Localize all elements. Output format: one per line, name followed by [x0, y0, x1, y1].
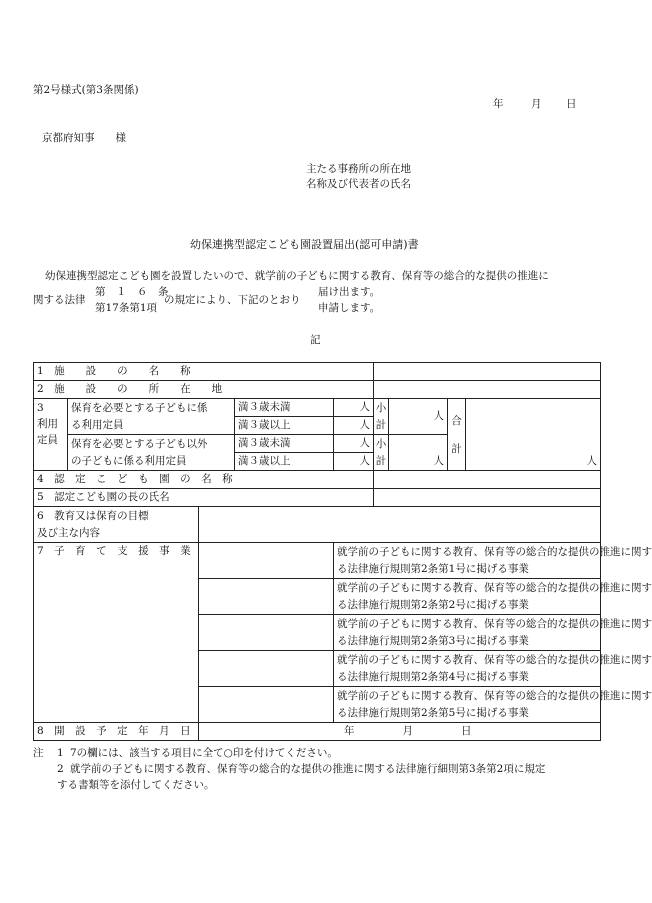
notes-label: 注 — [33, 747, 44, 759]
group-a-over3-unit[interactable]: 人 — [334, 417, 374, 435]
capacity-label-a: 利用 — [37, 418, 58, 430]
program-5-mark[interactable] — [199, 687, 334, 723]
program-2-mark[interactable] — [199, 579, 334, 615]
program-1-text: 就学前の子どもに関する教育、保育等の総合的な提供の推進に関す る法律施行規則第2条第1号に掲げる事業 — [334, 543, 601, 579]
program-3-text: 就学前の子どもに関する教育、保育等の総合的な提供の推進に関す る法律施行規則第2条第3号に掲げる事業 — [334, 615, 601, 651]
applicant-name-label: 名称及び代表者の氏名 — [306, 178, 411, 190]
group-b-subtotal-label: 小 計 — [374, 435, 389, 471]
ending-option-bottom: 申請します。 — [318, 302, 381, 314]
goals-label: 6 教育又は保育の目標 及び主な内容 — [34, 507, 199, 543]
date-month-label: 月 — [531, 98, 542, 110]
application-table — [33, 362, 652, 741]
director-name-label: 5 認定こども園の長の氏名 — [34, 489, 374, 507]
center-name-field[interactable] — [374, 471, 601, 489]
program-1-mark[interactable] — [199, 543, 334, 579]
document-title: 幼保連携型認定こども園設置届出(認可申請)書 — [190, 238, 419, 251]
applicant-address-label: 主たる事務所の所在地 — [306, 163, 411, 175]
intro-line-2-prefix: 関する法律 — [33, 294, 86, 306]
note-1-text: 7の欄には、該当する項目に全て○印を付けてください。 — [70, 747, 338, 759]
capacity-label — [34, 399, 68, 471]
total-unit[interactable]: 人 — [466, 399, 601, 471]
group-a-subtotal-unit[interactable]: 人 — [389, 399, 448, 435]
form-number: 第2号様式(第3条関係) — [33, 84, 139, 96]
facility-name-field[interactable] — [374, 363, 601, 381]
program-2-text: 就学前の子どもに関する教育、保育等の総合的な提供の推進に関す る法律施行規則第2条第2号に掲げる事業 — [334, 579, 601, 615]
capacity-number: 3 — [37, 402, 44, 414]
date-day-label: 日 — [566, 98, 577, 110]
opening-month-label: 月 — [402, 725, 413, 737]
opening-day-label: 日 — [461, 725, 472, 737]
capacity-label-b: 定員 — [37, 434, 58, 446]
group-a-subtotal-label: 小 計 — [374, 399, 389, 435]
group-b-over3-label: 満３歳以上 — [235, 453, 334, 471]
row-director-name — [34, 489, 601, 507]
program-4-mark[interactable] — [199, 651, 334, 687]
ki-heading: 記 — [310, 334, 321, 346]
program-4-text: 就学前の子どもに関する教育、保育等の総合的な提供の推進に関す る法律施行規則第2条第4号に掲げる事業 — [334, 651, 601, 687]
group-a-label: 保育を必要とする子どもに係 る利用定員 — [68, 399, 235, 435]
group-a-over3-label: 満３歳以上 — [235, 417, 334, 435]
date-year-label: 年 — [493, 98, 504, 110]
program-5-text: 就学前の子どもに関する教育、保育等の総合的な提供の推進に関す る法律施行規則第2条第5号に掲げる事業 — [334, 687, 601, 723]
group-b-over3-unit[interactable]: 人 — [334, 453, 374, 471]
note-2-line-1: 就学前の子どもに関する教育、保育等の総合的な提供の推進に関する法律施行細則第3条第2項に規定 — [70, 763, 546, 775]
article-option-top: 第 １ ６ 条 — [95, 286, 169, 298]
facility-address-label: 2 施 設 の 所 在 地 — [34, 381, 374, 399]
group-a-under3-label: 満３歳未満 — [235, 399, 334, 417]
group-b-subtotal-unit[interactable]: 人 — [389, 435, 448, 471]
row-facility-address — [34, 381, 601, 399]
group-b-label: 保育を必要とする子ども以外 の子どもに係る利用定員 — [68, 435, 235, 471]
group-b-under3-unit[interactable]: 人 — [334, 435, 374, 453]
group-b-under3-label: 満３歳未満 — [235, 435, 334, 453]
ending-option-top: 届け出ます。 — [318, 286, 381, 298]
intro-line-1: 幼保連携型認定こども園を設置したいので、就学前の子どもに関する教育、保育等の総合的な提供の推進に — [45, 270, 549, 282]
facility-address-field[interactable] — [374, 381, 601, 399]
addressee: 京都府知事 様 — [42, 132, 126, 144]
row-capacity-a-under3 — [34, 399, 601, 417]
row-opening-date — [34, 723, 601, 741]
goals-field[interactable] — [199, 507, 601, 543]
group-a-under3-unit[interactable]: 人 — [334, 399, 374, 417]
note-2-line-2: する書類等を添付してください。 — [57, 779, 215, 791]
support-program-label: 7 子 育 て 支 援 事 業 — [34, 543, 199, 723]
note-1-number: 1 — [57, 747, 64, 759]
facility-name-label: 1 施 設 の 名 称 — [34, 363, 374, 381]
center-name-label: 4 認 定 こ ど も 園 の 名 称 — [34, 471, 374, 489]
opening-date-field[interactable] — [199, 723, 601, 741]
director-name-field[interactable] — [374, 489, 601, 507]
program-3-mark[interactable] — [199, 615, 334, 651]
row-program-1 — [34, 543, 601, 579]
opening-date-label: 8 開 設 予 定 年 月 日 — [34, 723, 199, 741]
article-option-bottom: 第17条第1項 — [95, 302, 158, 314]
opening-year-label: 年 — [344, 725, 355, 737]
intro-line-2-mid: の規定により、下記のとおり — [164, 294, 301, 306]
note-2-number: 2 — [57, 763, 64, 775]
total-label: 合 計 — [448, 399, 466, 471]
row-goals — [34, 507, 601, 543]
row-facility-name — [34, 363, 601, 381]
row-center-name — [34, 471, 601, 489]
